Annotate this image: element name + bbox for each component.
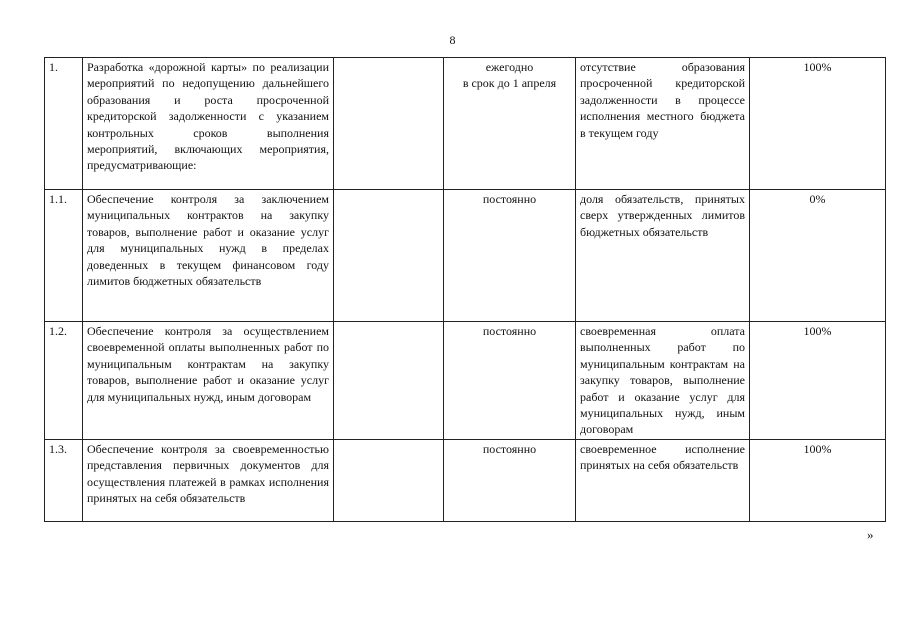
empty-cell xyxy=(334,440,444,522)
table-row xyxy=(45,190,886,322)
empty-cell xyxy=(334,190,444,322)
empty-cell xyxy=(334,322,444,440)
measure-name: Обеспечение контроля за своевременностью представления первичных документов для осуществления платежей в рамках исполнения принятых на себя обязательств xyxy=(83,440,334,522)
execution-term-line: постоянно xyxy=(482,324,537,338)
measure-name: Обеспечение контроля за осуществлением своевременной оплаты выполненных работ по муниципальным контрактам на закупку товаров, выполнение работ и оказание услуг для муниципальных нужд, иным договорам xyxy=(83,322,334,440)
execution-term xyxy=(444,440,576,522)
expected-result: своевременное исполнение принятых на себя обязательств xyxy=(576,440,750,522)
measure-name: Обеспечение контроля за заключением муниципальных контрактов на закупку товаров, выполнение работ и оказание услуг для муниципальных нужд в пределах доведенных в текущем финансовом году лимитов бюджетных обязательств xyxy=(83,190,334,322)
expected-result: отсутствие образования просроченной кредиторской задолженности в процессе исполнения местного бюджета в текущем году xyxy=(576,58,750,190)
execution-term-line: постоянно xyxy=(482,192,537,206)
target-value: 100% xyxy=(750,58,886,190)
execution-term xyxy=(444,58,576,190)
page-number: 8 xyxy=(449,33,456,47)
execution-term-line: в срок до 1 апреля xyxy=(462,76,557,91)
target-value: 100% xyxy=(750,440,886,522)
execution-term xyxy=(444,190,576,322)
execution-term-line: постоянно xyxy=(482,442,537,456)
closing-quote: » xyxy=(867,527,874,542)
empty-cell xyxy=(334,58,444,190)
table-row xyxy=(45,58,886,190)
table-row xyxy=(45,440,886,522)
execution-term xyxy=(444,322,576,440)
expected-result: своевременная оплата выполненных работ по муниципальным контрактам на закупку товаров, выполнение работ и оказание услуг для муниципальных нужд, иным договорам xyxy=(576,322,750,440)
row-number: 1.1. xyxy=(45,190,83,322)
row-number: 1.2. xyxy=(45,322,83,440)
row-number: 1.3. xyxy=(45,440,83,522)
measure-name: Разработка «дорожной карты» по реализации мероприятий по недопущению дальнейшего образования и роста просроченной кредиторской задолженности с указанием контрольных сроков выполнения мероприятий, включающих мероприятия, предусматривающие: xyxy=(83,58,334,190)
table-row xyxy=(45,322,886,440)
expected-result: доля обязательств, принятых сверх утвержденных лимитов бюджетных обязательств xyxy=(576,190,750,322)
execution-term-line: ежегодно xyxy=(485,60,534,74)
target-value: 0% xyxy=(750,190,886,322)
measures-table xyxy=(44,57,886,522)
target-value: 100% xyxy=(750,322,886,440)
row-number: 1. xyxy=(45,58,83,190)
